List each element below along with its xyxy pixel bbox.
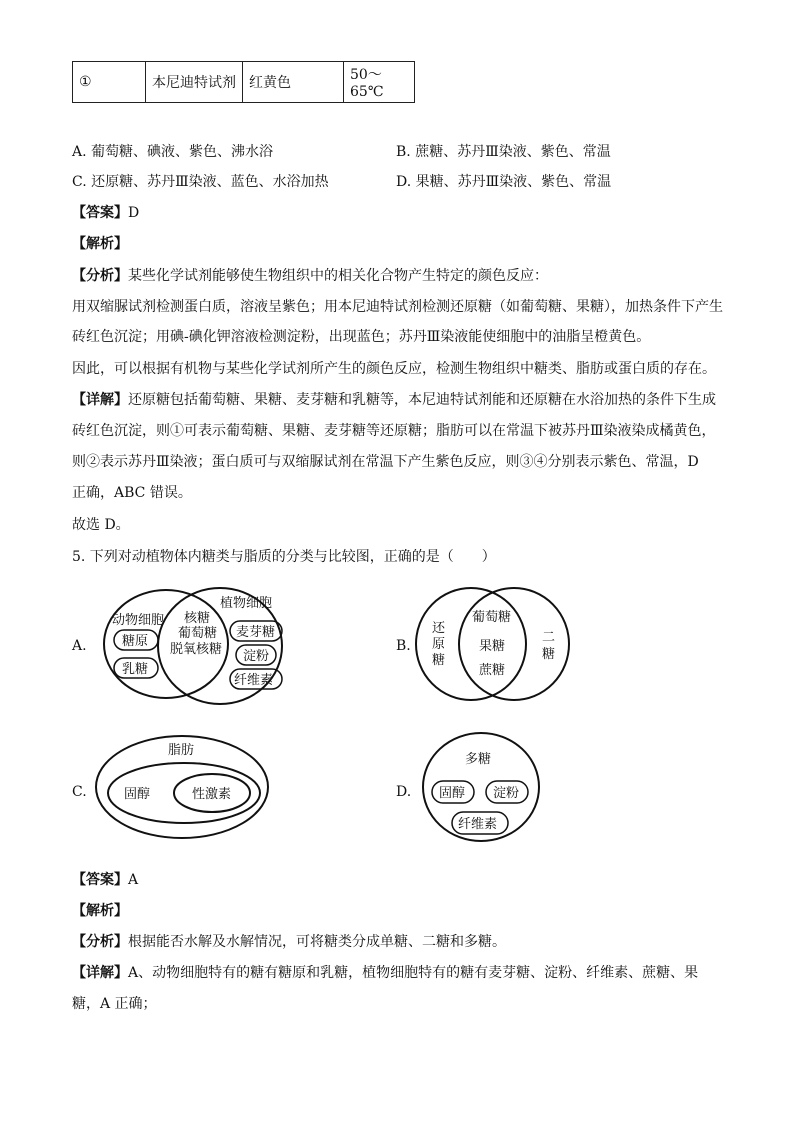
item-maltose: 麦芽糖 [236, 625, 276, 640]
item-glycogen: 糖原 [122, 634, 149, 649]
q5-answer-line [72, 870, 138, 890]
q5-xiangjie-line-1 [72, 963, 698, 983]
item-lactose: 乳糖 [122, 662, 149, 677]
left-title-char: 糖 [432, 653, 446, 668]
left-title-char: 原 [432, 637, 446, 652]
item-starch: 淀粉 [493, 786, 520, 801]
answer-label: 【答案】 [72, 872, 128, 888]
diagram-b [414, 586, 572, 702]
right-title-char: 二 [542, 630, 556, 645]
fenxi-label: 【分析】 [72, 934, 128, 950]
diagram-b-label: B. [396, 638, 411, 654]
analysis-label: 【解析】 [72, 236, 128, 252]
option-a: A. 葡萄糖、碘液、紫色、沸水浴 [72, 144, 274, 160]
xiangjie-line-2: 砖红色沉淀，则①可表示葡萄糖、果糖、麦芽糖等还原糖；脂肪可以在常温下被苏丹Ⅲ染液染成橘黄色， [72, 423, 716, 439]
middle-label: 固醇 [124, 787, 151, 802]
diagram-a-label: A. [72, 638, 87, 654]
diagram-d [420, 730, 542, 844]
answer-value: A [128, 872, 139, 888]
diagram-c [94, 733, 272, 841]
xiangjie-line-1 [72, 390, 716, 410]
table-cell-num: ① [73, 62, 146, 103]
right-title: 植物细胞 [220, 596, 273, 611]
fenxi-line-1 [72, 266, 548, 286]
xiangjie-text: 还原糖包括葡萄糖、果糖、麦芽糖和乳糖等，本尼迪特试剂能和还原糖在水浴加热的条件下生成 [128, 392, 716, 408]
option-b: B. 蔗糖、苏丹Ⅲ染液、紫色、常温 [396, 144, 611, 160]
center-item-ribose: 核糖 [184, 611, 211, 626]
xiangjie-text: A、动物细胞特有的糖有糖原和乳糖，植物细胞特有的糖有麦芽糖、淀粉、纤维素、蔗糖、果 [128, 965, 699, 981]
center-item-glucose: 葡萄糖 [472, 610, 512, 625]
q5-fenxi-line [72, 932, 506, 952]
diagram-c-label: C. [72, 784, 87, 800]
fenxi-line-2: 用双缩脲试剂检测蛋白质，溶液呈紫色；用本尼迪特试剂检测还原糖（如葡萄糖、果糖），加热条件下产生 [72, 299, 723, 315]
center-item-glucose: 葡萄糖 [178, 626, 218, 641]
answer-value: D [128, 205, 140, 221]
fenxi-line-3: 砖红色沉淀；用碘-碘化钾溶液检测淀粉，出现蓝色；苏丹Ⅲ染液能使细胞中的油脂呈橙黄色。 [72, 329, 651, 345]
outer-label: 脂肪 [168, 743, 195, 758]
q5-analysis-label: 【解析】 [72, 903, 128, 919]
item-starch: 淀粉 [243, 649, 270, 664]
right-title-char: 糖 [542, 647, 556, 662]
table-cell-temp: 50～65℃ [344, 62, 415, 103]
fenxi-line-4: 因此，可以根据有机物与某些化学试剂所产生的颜色反应，检测生物组织中糖类、脂肪或蛋白质的存在。 [72, 361, 716, 377]
item-cellulose: 纤维素 [458, 817, 498, 832]
center-item-fructose: 果糖 [479, 639, 506, 654]
item-sterol: 固醇 [439, 786, 466, 801]
xiangjie-label: 【详解】 [72, 965, 128, 981]
item-cellulose: 纤维素 [234, 673, 274, 688]
fenxi-text: 某些化学试剂能够使生物组织中的相关化合物产生特定的颜色反应： [128, 268, 548, 284]
xiangjie-line-3: 则②表示苏丹Ⅲ染液；蛋白质可与双缩脲试剂在常温下产生紫色反应，则③④分别表示紫色、常温，D [72, 454, 699, 470]
answer-line [72, 203, 139, 223]
diagram-a [96, 580, 288, 712]
diagram-d-label: D. [396, 784, 412, 800]
fenxi-text: 根据能否水解及水解情况，可将糖类分成单糖、二糖和多糖。 [128, 934, 506, 950]
conclusion: 故选 D。 [72, 517, 130, 533]
option-c: C. 还原糖、苏丹Ⅲ染液、蓝色、水浴加热 [72, 174, 329, 190]
xiangjie-label: 【详解】 [72, 392, 128, 408]
answer-label: 【答案】 [72, 205, 128, 221]
q5-xiangjie-line-2: 糖，A 正确； [72, 996, 157, 1012]
center-item-sucrose: 蔗糖 [479, 663, 506, 678]
question-5-stem: 5. 下列对动植物体内糖类与脂质的分类与比较图，正确的是（ ） [72, 549, 496, 565]
table-cell-color: 红黄色 [243, 62, 344, 103]
inner-label: 性激素 [192, 787, 232, 802]
fenxi-label: 【分析】 [72, 268, 128, 284]
xiangjie-line-4: 正确，ABC 错误。 [72, 485, 192, 501]
center-item-deoxyribose: 脱氧核糖 [170, 642, 223, 657]
option-d: D. 果糖、苏丹Ⅲ染液、紫色、常温 [396, 174, 612, 190]
reagent-table [72, 61, 415, 103]
title: 多糖 [465, 752, 492, 767]
table-cell-reagent: 本尼迪特试剂 [146, 62, 243, 103]
left-title: 动物细胞 [112, 613, 165, 628]
table-row [73, 62, 415, 103]
left-title-char: 还 [432, 621, 446, 636]
